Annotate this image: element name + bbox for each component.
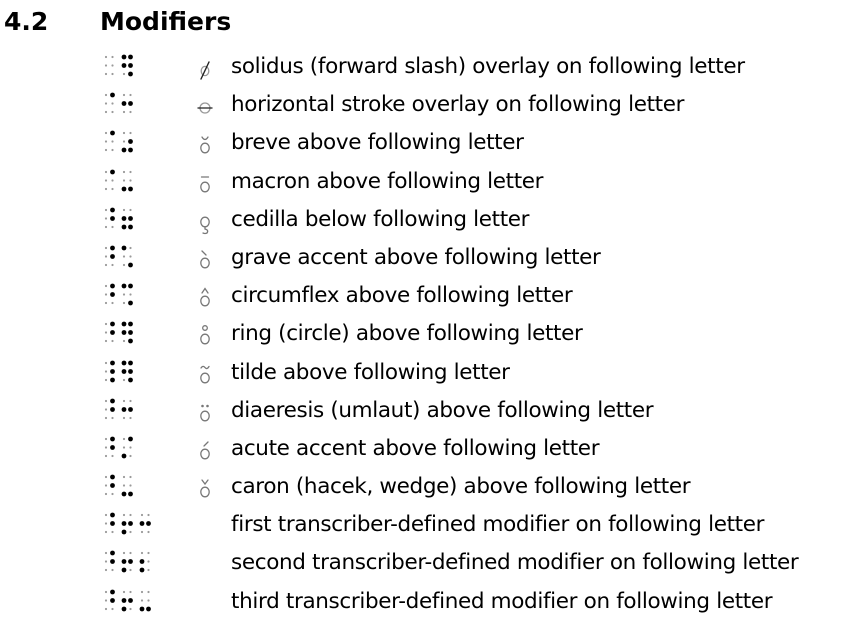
modifier-list (0, 48, 850, 621)
section-number: 4.2 (4, 6, 49, 36)
modifier-description: acute accent above following letter (231, 435, 600, 461)
macron-icon (192, 165, 218, 197)
modifier-row (0, 468, 850, 506)
print-symbol (192, 394, 218, 426)
braille-cells (103, 244, 143, 274)
braille-symbol (103, 320, 143, 350)
modifier-description: horizontal stroke overlay on following letter (231, 92, 685, 118)
braille-symbol (103, 244, 143, 274)
braille-symbol (103, 129, 143, 159)
print-symbol (192, 241, 218, 273)
modifier-description: breve above following letter (231, 130, 524, 156)
print-symbol (192, 317, 218, 349)
braille-symbol (103, 359, 143, 389)
braille-symbol (103, 588, 161, 618)
blank-icon (192, 546, 218, 578)
modifier-row (0, 506, 850, 544)
ring-icon (192, 317, 218, 349)
braille-cells (103, 397, 143, 427)
braille-cells (103, 282, 143, 312)
print-symbol (192, 165, 218, 197)
modifier-description: diaeresis (umlaut) above following letter (231, 397, 654, 423)
acute-icon (192, 432, 218, 464)
print-symbol (192, 203, 218, 235)
braille-cells (103, 53, 143, 83)
print-symbol (192, 126, 218, 158)
modifier-description: circumflex above following letter (231, 283, 573, 309)
modifier-row (0, 48, 850, 86)
grave-icon (192, 241, 218, 273)
print-symbol (192, 546, 218, 578)
braille-cells (103, 320, 143, 350)
modifier-description: ring (circle) above following letter (231, 321, 583, 347)
modifier-row (0, 163, 850, 201)
braille-symbol (103, 511, 161, 541)
stroke-icon (192, 88, 218, 120)
braille-symbol (103, 473, 143, 503)
modifier-row (0, 315, 850, 353)
braille-cells (103, 91, 143, 121)
circumflex-icon (192, 279, 218, 311)
modifier-row (0, 124, 850, 162)
braille-cells (103, 129, 143, 159)
modifier-description: third transcriber-defined modifier on following letter (231, 588, 773, 614)
tilde-icon (192, 356, 218, 388)
braille-cells (103, 359, 143, 389)
braille-symbol (103, 168, 143, 198)
modifier-description: tilde above following letter (231, 359, 510, 385)
braille-symbol (103, 282, 143, 312)
modifier-row (0, 392, 850, 430)
braille-cells (103, 549, 161, 579)
braille-symbol (103, 53, 143, 83)
modifier-row (0, 430, 850, 468)
modifier-row (0, 583, 850, 621)
modifier-row (0, 201, 850, 239)
braille-symbol (103, 206, 143, 236)
modifier-description: second transcriber-defined modifier on following letter (231, 550, 799, 576)
blank-icon (192, 508, 218, 540)
cedilla-icon (192, 203, 218, 235)
braille-cells (103, 206, 143, 236)
modifier-row (0, 239, 850, 277)
modifier-description: solidus (forward slash) overlay on following letter (231, 54, 745, 79)
braille-cells (103, 473, 143, 503)
modifier-row (0, 544, 850, 582)
print-symbol (192, 470, 218, 502)
print-symbol (192, 356, 218, 388)
modifier-description: macron above following letter (231, 168, 544, 194)
breve-icon (192, 126, 218, 158)
print-symbol (192, 279, 218, 311)
modifier-row (0, 86, 850, 124)
braille-symbol (103, 91, 143, 121)
print-symbol (192, 585, 218, 617)
braille-symbol (103, 435, 143, 465)
braille-cells (103, 168, 143, 198)
braille-cells (103, 511, 161, 541)
modifier-description: caron (hacek, wedge) above following letter (231, 474, 691, 500)
modifier-description: first transcriber-defined modifier on following letter (231, 512, 765, 538)
braille-symbol (103, 549, 161, 579)
braille-symbol (103, 397, 143, 427)
print-symbol (192, 432, 218, 464)
braille-cells (103, 588, 161, 618)
braille-cells (103, 435, 143, 465)
diaeresis-icon (192, 394, 218, 426)
modifier-description: cedilla below following letter (231, 206, 530, 232)
print-symbol (192, 88, 218, 120)
blank-icon (192, 585, 218, 617)
solidus-icon (192, 50, 218, 82)
caron-icon (192, 470, 218, 502)
section-title: Modifiers (100, 6, 232, 36)
modifier-description: grave accent above following letter (231, 244, 601, 270)
print-symbol (192, 50, 218, 82)
modifier-row (0, 354, 850, 392)
print-symbol (192, 508, 218, 540)
modifier-row (0, 277, 850, 315)
